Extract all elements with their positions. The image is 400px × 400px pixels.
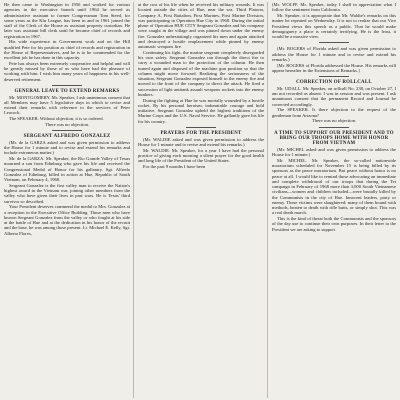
paragraph: There was no objection. — [44, 121, 90, 127]
paragraph: For the past 9 months I have been — [143, 163, 206, 169]
column-right — [272, 2, 396, 398]
paragraph: (Mr. WOLFF. Mr. Speaker, today I shall in appreciation what I follow the sentiment from California. — [272, 2, 396, 13]
paragraph: During the fighting at Hue he was mortally wounded by a hostile rocket. By his personal heroism, indomitable courage and bold initiative, Sergeant Gonzalez upheld the highest traditions of the Marine Corps and the U.S. Naval Service. He gallantly gave his life for his country. — [138, 97, 264, 124]
paragraph: Pete has always been extremely cooperative and helpful and will be greatly missed by those of us who have had the pleasure of working with him. I wish him many years of happiness in his well-deserved retirement. — [4, 60, 130, 82]
column-left — [4, 2, 130, 398]
section-separator — [319, 76, 349, 77]
paragraph: There was no objection. — [311, 118, 357, 124]
paragraph: Sergeant Gonzalez is the first valley man to receive the Nation's highest award in the Vietnam war, joining other members from the valley who have given their lives in past wars. He is Texas' third survivor so described. — [4, 182, 130, 204]
paragraph: His wide experience in Government work and on the Hill qualified Pete for his position as chief of records and registration in the House of Representatives, and he is to be commended for the excellent job he has done in this capacity. — [4, 39, 130, 60]
column-divider — [133, 2, 134, 398]
section-separator — [52, 130, 82, 131]
paragraph: Mr. Speaker, it is appropriate that Mr. Waldie's remarks on this matter be repeated on Wednesday. It is not to realize that our Vice President views this speech as a public. That he would make demagoguery a place is certainly terrifying. He is the least, it would be a massive view. — [272, 13, 396, 39]
paragraph: This is the kind of threat both the Communists and the sponsors of the day use to continue their own purposes. In their letter to the President we are asking to support — [272, 216, 396, 232]
section-separator — [319, 42, 349, 43]
paragraph: Mr. UDALL. Mr. Speaker, on rollcall No. 238, on October 27, I am not recorded as absent. I was in session and was present. I ask unanimous consent that the permanent Record and Journal be corrected accordingly. — [272, 85, 396, 107]
paragraph: at the cost of his life when he received his military wounds. It was located outside the cities of Hue, near the sea. Third Platoon, Company A, First Battalion, First Marines, First Marine Division, was participating in Operation Hue City in 1968. During the initial phase of Operation HUE CITY Sergeant Gonzalez and his company were caught in the village and was pinned down under the enemy fire. Gonzalez unhesitatingly organized his men and again attacked and destroyed a hostile emplacement while pinned by enemy automatic weapons fire. — [138, 2, 264, 49]
paragraph: Your President deserves commend the medal to Mrs. Gonzalez at a reception in the Executive Office Building. Those men who have known Sergeant Gonzalez from the valley or who fought at his side at the battle of Hue and at the dedication in his honor of the recruit and the base, he was among those present. Lt. Michael E. Kelly, Sgt. Alberto Flores, — [4, 204, 130, 236]
paragraph: (Mr. de la GARZA asked and was given permission to address the House for 1 minute and to revise and extend his remarks and include extraneous matter.) — [4, 139, 130, 156]
column-divider — [267, 2, 268, 398]
paragraph: Continuing his fight, the marine sergeant completely disregarded his own safety. Sergeant Gonzalez ran through the direct fire to carry a wounded man to the protection of the column. He then turned again and disposed of the machine gun position so that the column might move forward. Realizing the seriousness of the situation, Sergeant Gonzalez exposed himself to the enemy fire and moved to the front of the company to direct the attack. He fired a succession of light antitank assault weapons rockets into the enemy bunkers. — [138, 49, 264, 97]
section-separator — [319, 127, 349, 128]
paragraph: [Mr. ROGERS of Florida addressed the House. His remarks will appear hereafter in the Extensions of Remarks.] — [272, 62, 396, 73]
paragraph: (Mr. ROGERS of Florida asked and was given permission to address the House for 1 minute and to revise and extend his remarks.) — [272, 46, 396, 62]
paragraph: (Mr. WALDIE asked and was given permission to address the House for 1 minute and to revise and extend his remarks.) — [138, 136, 264, 147]
section-heading: PRAYERS FOR THE PRESIDENT — [160, 130, 242, 136]
paragraph: The SPEAKER. Without objection, it is so ordered. — [9, 116, 104, 121]
section-separator — [52, 85, 82, 86]
paragraph: He then came to Washington in 1956 and worked for various agencies in the executive branch until 1964 he served as administrative assistant to former Congressman Tom Steed, for some years as the Klu League, has been in and in 1961 joined the staff of the Clerk of the House as assistant property custodian. He later was assistant bill clerk until he became chief of records and registration in 1967. — [4, 2, 130, 39]
section-heading: CORRECTION OF ROLLCALL — [296, 80, 372, 85]
paragraph: Mr. de la GARZA. Mr. Speaker, the Rio Grande Valley of Texas mourned a son from Edinburg who gave his life and received the Congressional Medal of Honor for his gallantry. Sgt. Alfredo Gonzalez of Edinburg, killed in action at Hue, Republic of South Vietnam, on February 4, 1968. — [4, 156, 130, 182]
paragraph: (Mr. MICHEL asked and was given permission to address the House for 1 minute.) — [272, 146, 396, 157]
paragraph: Mr. MONTGOMERY. Mr. Speaker, I ask unanimous consent that all Members may have 5 legislative days in which to revise and extend their remarks with reference to the services of Peter Leacock. — [4, 94, 130, 116]
section-heading: A TIME TO SUPPORT OUR PRESIDENT AND TO BRING OUR TROOPS HOME WITH HONOR FROM VIETNAM — [274, 130, 394, 146]
paragraph: Mr. WALDIE. Mr. Speaker, for a year I have had the personal practice of giving each morning a silent prayer for the good health and long life of the President of the United States. — [138, 147, 264, 163]
column-middle — [138, 2, 264, 398]
paragraph: Mr. MICHEL. Mr. Speaker, the so-called nationwide moratorium scheduled for November 15 is being billed by its sponsors as the peace moratorium. But peace without honor is no peace at all. I would like to remind those advocating an immediate and complete withdrawal of our troops that during the Tet campaign in February of 1968 more than 3,000 South Vietnamese civilians—women and children included—were brutally killed by the Communists in the city of Hue. Innocent leaders, party or enemy. These victims were slaughtered; many of them bound with methods, beaten to death with rifle butts, or simply shot. This was a real death march. — [272, 157, 396, 216]
paragraph: The SPEAKER. Is there objection to the request of the gentleman from Arizona? — [272, 107, 396, 118]
section-heading: SERGEANT ALFREDO GONZALEZ — [23, 134, 111, 139]
section-separator — [186, 127, 216, 128]
section-heading: GENERAL LEAVE TO EXTEND REMARKS — [14, 88, 120, 94]
